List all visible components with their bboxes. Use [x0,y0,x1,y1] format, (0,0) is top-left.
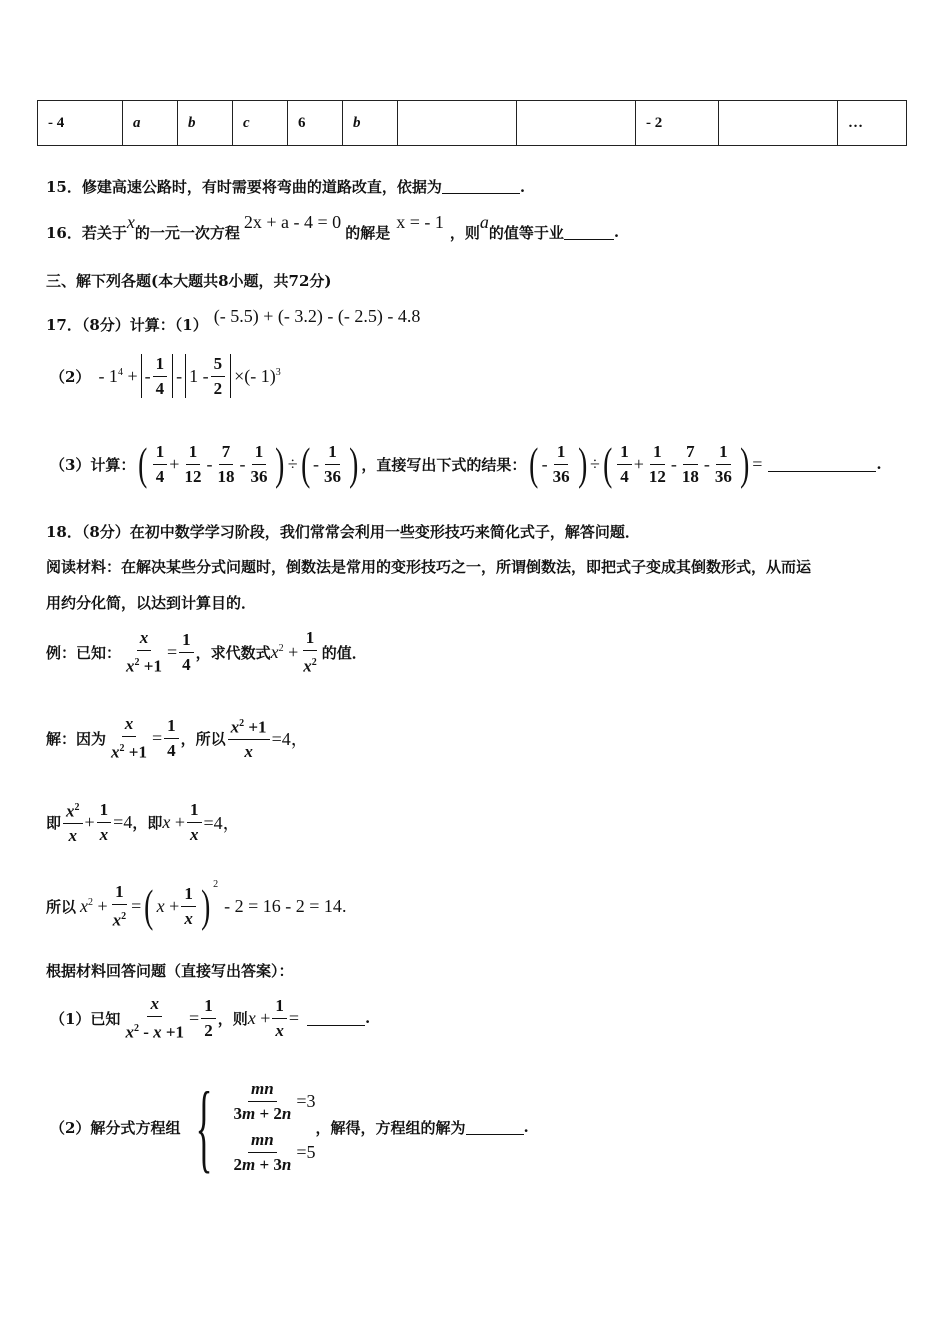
right-paren: ) [349,438,359,489]
fraction-1-12: $\frac{1}{12}$ [648,441,666,486]
equation-system [228,1078,315,1176]
fraction-x2plus1-over-x: $\frac{x^2 +1}{x}$ [228,713,270,764]
left-paren: ( [529,438,539,489]
fraction-1-4: $\frac{1}{4}$ [153,353,168,400]
period: . [365,1009,371,1027]
ji-label-2: ，即 [132,813,163,832]
sub2-label: （2）解分式方程组 [50,1118,181,1137]
question-18-intro: 18．（8分）在初中数学学习阶段，我们常常会利用一些变形技巧来简化式子，解答问题． [46,523,640,541]
fraction-1-4: $\frac{1}{4}$ [617,441,632,488]
answer-blank [466,1120,524,1135]
table-cell: c [233,101,288,146]
equals-sign: = [189,1007,200,1028]
right-paren: ) [739,438,750,489]
sub1-mid: ，则 [217,1009,248,1028]
left-paren: ( [144,880,154,931]
fraction-x-over-x2-minus-x-plus1: $\frac{x}{x^2 - x +1}$ [125,993,185,1042]
q16-text-3: 的解是 [345,223,391,242]
equals-sign: = [166,641,178,662]
left-paren: ( [602,438,613,489]
equals-four: =4 [113,811,133,832]
equals-three: =3 [296,1091,316,1111]
table-cell: a [123,101,178,146]
reading-material-line-1: 阅读材料：在解决某些分式问题时，倒数法是常用的变形技巧之一，所谓倒数法，即把式子变成其倒数形式，从而运 [46,558,812,576]
q16-text-4: ，则 [449,223,480,242]
minus-sign: - [239,453,246,474]
fraction-1-4: $\frac{1}{4}$ [179,629,194,676]
q16-solution: x = - 1 [396,211,444,232]
q16-text-2: 的一元一次方程 [134,223,240,242]
equals-four: =4， [203,813,241,833]
minus-sign: - [206,453,213,474]
fraction-5-2: $\frac{5}{2}$ [211,353,226,400]
equals-sign: = [288,1007,300,1028]
divide-sign: ÷ [589,453,600,474]
sub2-mid: ，解得，方程组的解为 [315,1118,466,1137]
question-16 [46,211,620,250]
q17-part2-label: （2） [50,367,91,386]
fraction-1-12: $\frac{1}{12}$ [184,441,202,486]
plus-sign: + [633,453,644,474]
equals-five: =5 [296,1142,316,1162]
q16-end: . [613,223,620,241]
fraction-x-over-x2plus1: $\frac{x}{x^2 +1}$ [111,713,147,762]
abs-bar [185,354,186,398]
answer-blank [564,225,614,240]
table-cell: - 4 [38,101,123,146]
minus-sign: - [176,365,183,386]
question-17-part-3 [50,436,882,492]
answer-blank [442,179,520,194]
q17-part3-label: （3）计算： [50,455,136,474]
fraction-1-4: $\frac{1}{4}$ [153,441,168,488]
table-cell: b [178,101,233,146]
x-plus: x + [162,811,185,832]
answer-blank [307,1011,365,1026]
fraction-1-over-x2: $\frac{1}{x^2}$ [303,627,317,676]
x-plus: x + [156,895,180,916]
final-calculation: - 2 = 16 - 2 = 14 [224,895,342,916]
example-mid: ，求代数式 [195,643,271,662]
q15-text: 15．修建高速公路时，有时需要将弯曲的道路改直，依据为 [46,178,442,196]
equals-sign: = [151,727,163,748]
period: . [341,895,347,916]
divide-sign: ÷ [287,453,298,474]
x-plus: x + [247,1007,271,1028]
solution-line-3 [46,878,346,934]
sub-question-2 [50,1072,529,1182]
right-paren: ) [577,438,587,489]
q17-end: . [876,455,882,473]
right-paren: ) [200,880,211,931]
fraction-x2-over-x: $\frac{x^2}{x}$ [63,797,83,848]
fraction-1-36: $\frac{1}{36}$ [250,441,268,486]
table-cell [719,101,838,146]
fraction-1-over-x2: $\frac{1}{x^2}$ [112,881,127,930]
table-cell: - 2 [636,101,719,146]
fraction-mn-over-2m-3n: $\frac{mn}{2m + 3n}$ [233,1130,292,1174]
fraction-1-4: $\frac{1}{4}$ [164,715,179,762]
left-paren: ( [138,438,148,489]
fraction-1-2: $\frac{1}{2}$ [201,995,216,1042]
q17-part3-mid: ，直接写出下式的结果： [361,455,527,474]
fraction-x-over-x2plus1: $\frac{x}{x^2 +1}$ [126,627,162,676]
solution-mid: ，所以 [180,729,226,748]
minus-sign: - [541,453,548,474]
plus-sign: + [169,453,180,474]
one-minus: 1 - [189,365,209,386]
fraction-7-18: $\frac{7}{18}$ [217,441,235,486]
q16-var-a: a [479,211,489,232]
q17-label: 17．（8分）计算：（1） [46,315,208,334]
fraction-1-36: $\frac{1}{36}$ [714,441,732,486]
sub-question-1 [50,990,370,1046]
example-line [46,624,367,680]
equals-sign: = [131,895,142,916]
q16-var-x: x [126,211,135,232]
q15-end: . [519,177,526,196]
table-row [38,101,907,146]
answer-blank [768,457,876,472]
left-brace: { [196,1071,213,1182]
fraction-1-over-x: $\frac{1}{x}$ [187,799,202,846]
equals-sign: = [752,453,763,474]
q17-expression-1: (- 5.5) + (- 3.2) - (- 2.5) - 4.8 [213,305,421,326]
minus-sign: - [703,453,710,474]
system-equation-2 [228,1129,315,1176]
minus-sign: - [670,453,677,474]
table-cell [517,101,636,146]
table-cell [398,101,517,146]
sub1-label: （1）已知 [50,1009,121,1028]
fraction-mn-over-3m-2n: $\frac{mn}{3m + 2n}$ [233,1079,292,1123]
minus-sign: - [144,365,151,386]
table-cell: b [343,101,398,146]
sequence-table [37,100,907,146]
fraction-7-18: $\frac{7}{18}$ [681,441,699,486]
ji-label: 即 [46,813,62,832]
question-15 [46,176,525,197]
example-end: 的值． [321,643,367,662]
equals-four: =4， [271,729,309,749]
example-label: 例：已知： [46,643,122,662]
reading-material-line-2: 用约分化简，以达到计算目的． [46,594,257,612]
fraction-1-over-x: $\frac{1}{x}$ [97,799,112,846]
suoyi-label: 所以 [46,897,77,916]
x-squared-plus: $x^2$ + [270,641,299,662]
minus-sign: - [312,453,319,474]
fraction-1-over-x: $\frac{1}{x}$ [181,883,196,930]
solution-line-2 [46,794,241,850]
left-paren: ( [300,438,310,489]
table-cell: … [838,101,907,146]
abs-bar [172,354,173,398]
solution-line-1 [46,710,309,766]
x-squared-plus: $x^2$ + [80,895,108,916]
fraction-1-36: $\frac{1}{36}$ [323,441,341,486]
q16-equation: 2x + a - 4 = 0 [243,211,342,232]
q16-text-5: 的值等于业 [488,223,564,242]
question-17-part-1 [46,296,420,336]
times-neg-one-cubed: ×(- 1)$^3$ [234,365,281,386]
fraction-1-36: $\frac{1}{36}$ [552,441,570,486]
question-17-part-2 [50,348,281,404]
plus-sign: + [84,811,95,832]
q16-text-1: 16．若关于 [46,223,127,242]
table-cell: 6 [288,101,343,146]
answer-intro: 根据材料回答问题（直接写出答案）： [46,962,294,980]
fraction-1-over-x: $\frac{1}{x}$ [272,995,287,1042]
solution-label: 解：因为 [46,729,107,748]
right-paren: ) [275,438,285,489]
section-heading: 三、解下列各题(本大题共8小题，共72分) [46,272,332,290]
abs-bar [230,354,231,398]
expr-neg-one-pow4: - $1^4$ + [98,365,138,386]
period: . [523,1118,529,1136]
system-equation-1 [228,1078,315,1125]
exponent-2: 2 [213,878,219,890]
abs-bar [141,354,142,398]
